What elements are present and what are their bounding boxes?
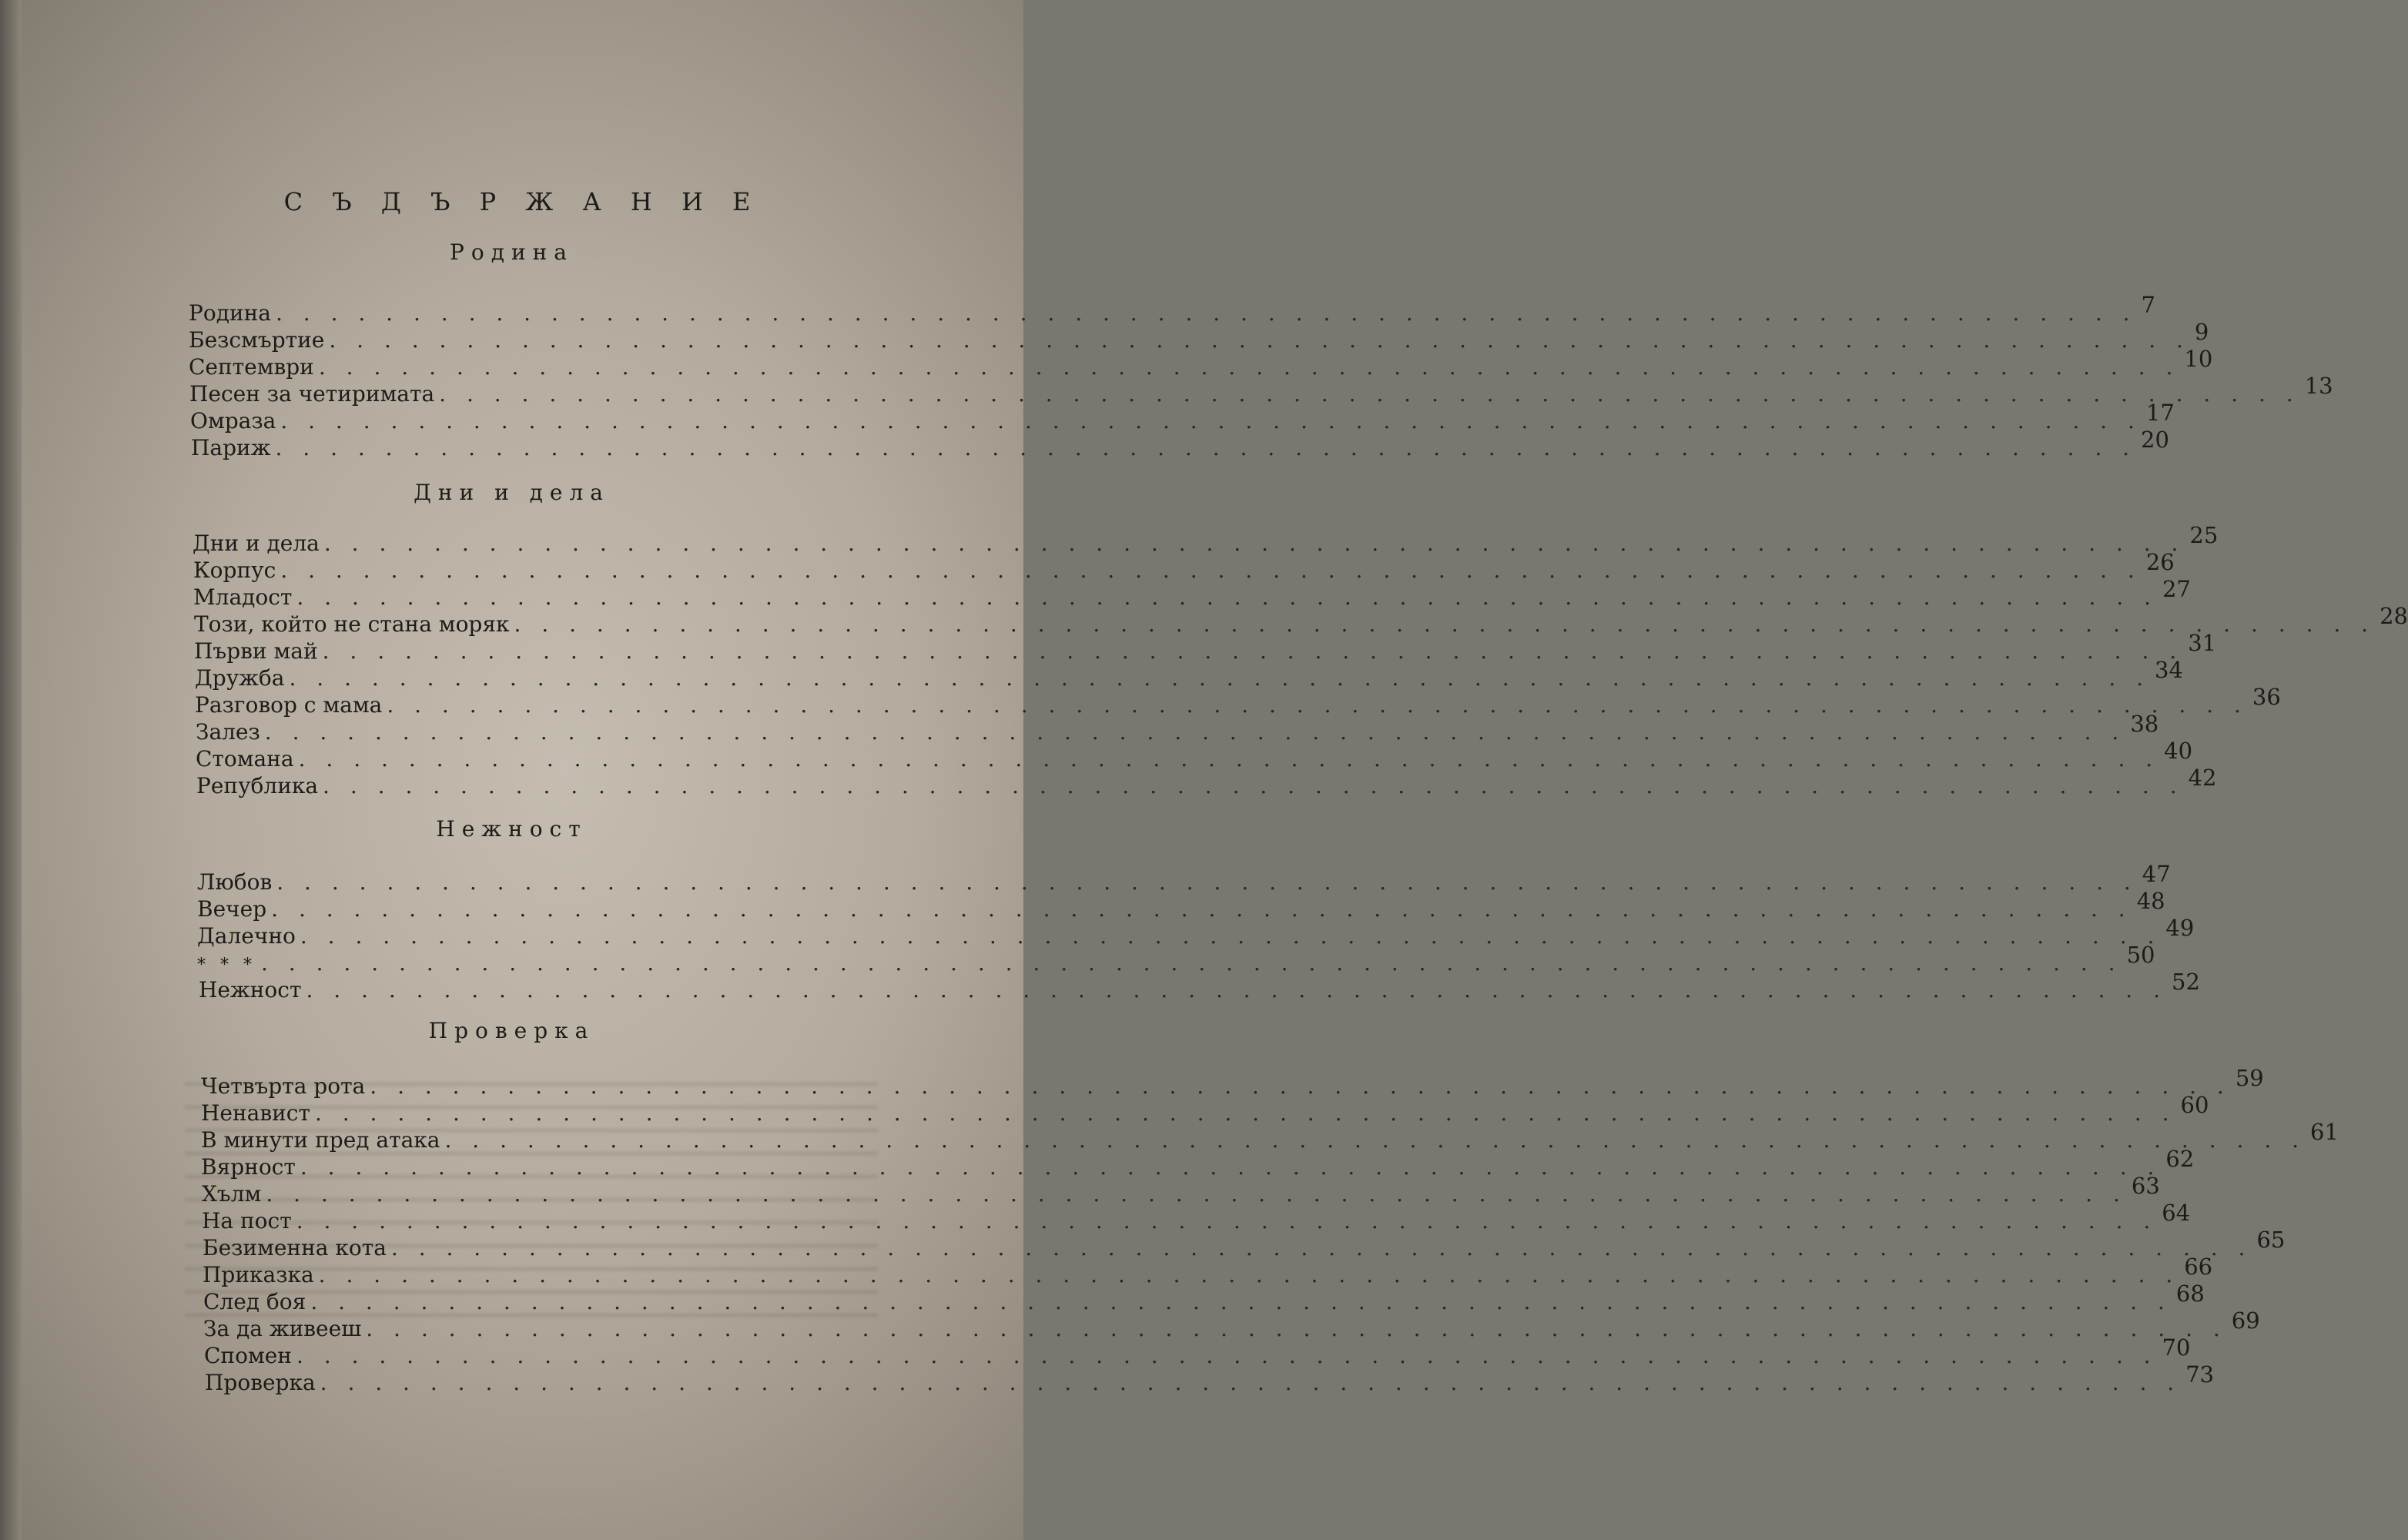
toc-entry: [201, 1146, 2195, 1180]
entry-page-number: 52: [2172, 969, 2200, 995]
toc-entry: [205, 1361, 2215, 1395]
entry-page-number: 13: [2304, 373, 2333, 399]
dot-leader: . . . . . . . . . . . . . . . . . . . . . . . . . . . . . . . . . . . . . . . . . . . . . . . . . . . . . . . . . . . . . . . . . . . .: [289, 665, 2151, 691]
toc-entry: [203, 1307, 2260, 1341]
entry-label: Спомен: [204, 1343, 292, 1368]
toc-entry: [195, 684, 2281, 718]
entry-label: Ненавист: [201, 1100, 310, 1126]
toc-entry: [196, 765, 2217, 798]
dot-leader: . . . . . . . . . . . . . . . . . . . . . . . . . . . . . . . . . . . . . . . . . . . . . . . . . . . . . . . . . . . . . . . . . . . .: [271, 896, 2132, 922]
entry-page-number: 48: [2136, 888, 2165, 914]
dot-leader: . . . . . . . . . . . . . . . . . . . . . . . . . . . . . . . . . . . . . . . . . . . . . . . . . . . . . . . . . . . . . . . . . . . .: [514, 611, 2376, 637]
entry-label: В минути пред атака: [201, 1127, 440, 1153]
toc-entry: [196, 738, 2193, 772]
entry-label: Безименна кота: [203, 1235, 387, 1260]
entry-label: Септември: [189, 354, 314, 380]
dot-leader: . . . . . . . . . . . . . . . . . . . . . . . . . . . . . . . . . . . . . . . . . . . . . . . . . . . . . . . . . . . . . . . . . . . .: [439, 381, 2300, 407]
toc-entry: [197, 888, 2165, 922]
entry-page-number: 49: [2165, 915, 2195, 941]
toc-entry: [193, 549, 2175, 583]
entry-page-number: 20: [2141, 427, 2169, 453]
dot-leader: . . . . . . . . . . . . . . . . . . . . . . . . . . . . . . . . . . . . . . . . . . . . . . . . . . . . . . . . . . . . . . . . . . . .: [300, 1154, 2162, 1180]
entry-label: Първи май: [194, 638, 318, 664]
dot-leader: . . . . . . . . . . . . . . . . . . . . . . . . . . . . . . . . . . . . . . . . . . . . . . . . . . . . . . . . . . . . . . . . . . . .: [314, 1100, 2176, 1126]
entry-label: Песен за четиримата: [189, 381, 435, 407]
entry-page-number: 26: [2145, 549, 2175, 575]
entry-label: Родина: [189, 300, 271, 326]
dot-leader: . . . . . . . . . . . . . . . . . . . . . . . . . . . . . . . . . . . . . . . . . . . . . . . . . . . . . . . . . . . . . . . . . . . .: [296, 1343, 2158, 1368]
entry-page-number: 40: [2164, 738, 2193, 764]
entry-page-number: 64: [2162, 1200, 2191, 1226]
entry-label: Вечер: [197, 896, 267, 922]
dot-leader: . . . . . . . . . . . . . . . . . . . . . . . . . . . . . . . . . . . . . . . . . . . . . . . . . . . . . . . . . . . . . . . . . . . .: [366, 1316, 2227, 1341]
entry-page-number: 66: [2184, 1254, 2213, 1280]
dot-leader: . . . . . . . . . . . . . . . . . . . . . . . . . . . . . . . . . . . . . . . . . . . . . . . . . . . . . . . . . . . . . . . . . . . .: [261, 950, 2122, 976]
dot-leader: . . . . . . . . . . . . . . . . . . . . . . . . . . . . . . . . . . . . . . . . . . . . . . . . . . . . . . . . . . . . . . . . . . . .: [329, 327, 2190, 353]
dot-leader: . . . . . . . . . . . . . . . . . . . . . . . . . . . . . . . . . . . . . . . . . . . . . . . . . . . . . . . . . . . . . . . . . . . .: [275, 435, 2137, 460]
toc-entry: [194, 603, 2408, 637]
toc-entry: [203, 1254, 2213, 1287]
toc-entry: [189, 292, 2155, 326]
entry-page-number: 10: [2184, 346, 2213, 372]
toc-entry: [196, 711, 2159, 745]
entry-label: Дни и дела: [193, 531, 320, 556]
section-title-rodina: Родина: [450, 239, 574, 265]
toc-entry: [197, 942, 2155, 976]
entry-page-number: 28: [2380, 603, 2408, 629]
entry-page-number: 62: [2165, 1146, 2195, 1172]
entry-page-number: 61: [2310, 1119, 2339, 1145]
toc-entry: [189, 373, 2333, 407]
toc-entry: [189, 346, 2213, 380]
toc-entry: [193, 522, 2219, 556]
dot-leader: . . . . . . . . . . . . . . . . . . . . . . . . . . . . . . . . . . . . . . . . . . . . . . . . . . . . . . . . . . . . . . . . . . . .: [296, 584, 2158, 610]
toc-entry: [191, 427, 2169, 460]
toc-entry: [194, 630, 2217, 664]
entry-page-number: 42: [2188, 765, 2217, 791]
entry-page-number: 63: [2131, 1173, 2160, 1199]
toc-entry: [199, 969, 2200, 1003]
entry-page-number: 31: [2188, 630, 2217, 656]
entry-label: Разговор с мама: [195, 692, 383, 718]
toc-entry: [201, 1092, 2209, 1126]
entry-label: Дружба: [195, 665, 285, 691]
dot-leader: . . . . . . . . . . . . . . . . . . . . . . . . . . . . . . . . . . . . . . . . . . . . . . . . . . . . . . . . . . . . . . . . . . . .: [323, 773, 2184, 798]
toc-entry: [202, 1173, 2160, 1207]
dot-leader: . . . . . . . . . . . . . . . . . . . . . . . . . . . . . . . . . . . . . . . . . . . . . . . . . . . . . . . . . . . . . . . . . . . .: [370, 1073, 2231, 1099]
toc-entry: [197, 861, 2171, 895]
entry-label: Далечно: [197, 923, 296, 949]
dot-leader: . . . . . . . . . . . . . . . . . . . . . . . . . . . . . . . . . . . . . . . . . . . . . . . . . . . . . . . . . . . . . . . . . . . .: [444, 1127, 2306, 1153]
entry-label: Стомана: [196, 746, 294, 772]
dot-leader: . . . . . . . . . . . . . . . . . . . . . . . . . . . . . . . . . . . . . . . . . . . . . . . . . . . . . . . . . . . . . . . . . . . .: [390, 1235, 2252, 1260]
dot-leader: . . . . . . . . . . . . . . . . . . . . . . . . . . . . . . . . . . . . . . . . . . . . . . . . . . . . . . . . . . . . . . . . . . . .: [318, 1262, 2180, 1287]
entry-page-number: 59: [2235, 1065, 2264, 1091]
entry-label: Този, който не стана моряк: [194, 611, 510, 637]
entry-label: След боя: [203, 1289, 306, 1314]
entry-page-number: 69: [2231, 1307, 2260, 1334]
entry-label: Корпус: [193, 557, 276, 583]
toc-entry: [202, 1200, 2191, 1234]
dot-leader: . . . . . . . . . . . . . . . . . . . . . . . . . . . . . . . . . . . . . . . . . . . . . . . . . . . . . . . . . . . . . . . . . . . .: [318, 354, 2180, 380]
dot-leader: . . . . . . . . . . . . . . . . . . . . . . . . . . . . . . . . . . . . . . . . . . . . . . . . . . . . . . . . . . . . . . . . . . . .: [320, 1370, 2182, 1395]
entry-label: Любов: [197, 869, 273, 895]
entry-page-number: 17: [2145, 400, 2175, 426]
toc-entry: [203, 1227, 2286, 1260]
entry-page-number: 50: [2126, 942, 2155, 968]
toc-entry: [195, 657, 2183, 691]
dot-leader: . . . . . . . . . . . . . . . . . . . . . . . . . . . . . . . . . . . . . . . . . . . . . . . . . . . . . . . . . . . . . . . . . . . .: [264, 719, 2126, 745]
section-title-nezhnost: Нежност: [436, 816, 588, 842]
entry-label: Омраза: [190, 408, 276, 434]
entry-page-number: 73: [2185, 1361, 2215, 1388]
entry-page-number: 38: [2130, 711, 2159, 737]
entry-label: Залез: [196, 719, 260, 745]
entry-label: Младост: [193, 584, 293, 610]
entry-label: Република: [196, 773, 319, 798]
dot-leader: . . . . . . . . . . . . . . . . . . . . . . . . . . . . . . . . . . . . . . . . . . . . . . . . . . . . . . . . . . . . . . . . . . . .: [298, 746, 2160, 772]
dot-leader: . . . . . . . . . . . . . . . . . . . . . . . . . . . . . . . . . . . . . . . . . . . . . . . . . . . . . . . . . . . . . . . . . . . .: [306, 977, 2167, 1003]
entry-label: Париж: [191, 435, 271, 460]
entry-label: Безсмъртие: [189, 327, 325, 353]
entry-label: Вярност: [201, 1154, 296, 1180]
dot-leader: . . . . . . . . . . . . . . . . . . . . . . . . . . . . . . . . . . . . . . . . . . . . . . . . . . . . . . . . . . . . . . . . . . . .: [300, 923, 2162, 949]
contents-title: С Ъ Д Ъ Р Ж А Н И Е: [283, 187, 762, 216]
entry-label: Приказка: [203, 1262, 314, 1287]
toc-entry: [190, 400, 2175, 434]
toc-entry: [203, 1281, 2205, 1314]
toc-entry: [189, 319, 2209, 353]
dot-leader: . . . . . . . . . . . . . . . . . . . . . . . . . . . . . . . . . . . . . . . . . . . . . . . . . . . . . . . . . . . . . . . . . . . .: [266, 1181, 2127, 1207]
section-title-proverka: Проверка: [428, 1018, 595, 1043]
entry-label: Хълм: [202, 1181, 262, 1207]
entry-label-stars: * * *: [197, 956, 256, 975]
dot-leader: . . . . . . . . . . . . . . . . . . . . . . . . . . . . . . . . . . . . . . . . . . . . . . . . . . . . . . . . . . . . . . . . . . . .: [322, 638, 2184, 664]
entry-page-number: 65: [2256, 1227, 2286, 1253]
entry-label: На пост: [202, 1208, 292, 1234]
entry-page-number: 34: [2155, 657, 2183, 683]
toc-entry: [193, 576, 2191, 610]
dot-leader: . . . . . . . . . . . . . . . . . . . . . . . . . . . . . . . . . . . . . . . . . . . . . . . . . . . . . . . . . . . . . . . . . . . .: [276, 869, 2138, 895]
toc-entry: [197, 915, 2195, 949]
entry-page-number: 60: [2180, 1092, 2209, 1118]
section-title-dni-i-dela: Дни и дела: [414, 480, 610, 505]
entry-page-number: 70: [2162, 1334, 2191, 1361]
dot-leader: . . . . . . . . . . . . . . . . . . . . . . . . . . . . . . . . . . . . . . . . . . . . . . . . . . . . . . . . . . . . . . . . . . . .: [280, 408, 2142, 434]
entry-label: Проверка: [205, 1370, 316, 1395]
entry-page-number: 36: [2252, 684, 2281, 710]
entry-label: За да живееш: [203, 1316, 362, 1341]
entry-page-number: 7: [2141, 292, 2155, 318]
dot-leader: . . . . . . . . . . . . . . . . . . . . . . . . . . . . . . . . . . . . . . . . . . . . . . . . . . . . . . . . . . . . . . . . . . . .: [387, 692, 2248, 718]
dot-leader: . . . . . . . . . . . . . . . . . . . . . . . . . . . . . . . . . . . . . . . . . . . . . . . . . . . . . . . . . . . . . . . . . . . .: [275, 300, 2137, 326]
entry-page-number: 9: [2194, 319, 2209, 345]
entry-page-number: 25: [2189, 522, 2219, 548]
entry-page-number: 47: [2142, 861, 2171, 887]
toc-entry: [201, 1065, 2264, 1099]
toc-entry: [201, 1119, 2339, 1153]
entry-page-number: 68: [2175, 1281, 2205, 1307]
entry-label: Четвърта рота: [201, 1073, 366, 1099]
dot-leader: . . . . . . . . . . . . . . . . . . . . . . . . . . . . . . . . . . . . . . . . . . . . . . . . . . . . . . . . . . . . . . . . . . . .: [310, 1289, 2172, 1314]
entry-page-number: 27: [2162, 576, 2191, 602]
dot-leader: . . . . . . . . . . . . . . . . . . . . . . . . . . . . . . . . . . . . . . . . . . . . . . . . . . . . . . . . . . . . . . . . . . . .: [280, 557, 2142, 583]
toc-entry: [204, 1334, 2191, 1368]
dot-leader: . . . . . . . . . . . . . . . . . . . . . . . . . . . . . . . . . . . . . . . . . . . . . . . . . . . . . . . . . . . . . . . . . . . .: [296, 1208, 2158, 1234]
dot-leader: . . . . . . . . . . . . . . . . . . . . . . . . . . . . . . . . . . . . . . . . . . . . . . . . . . . . . . . . . . . . . . . . . . . .: [323, 531, 2185, 556]
entry-label: Нежност: [199, 977, 302, 1003]
